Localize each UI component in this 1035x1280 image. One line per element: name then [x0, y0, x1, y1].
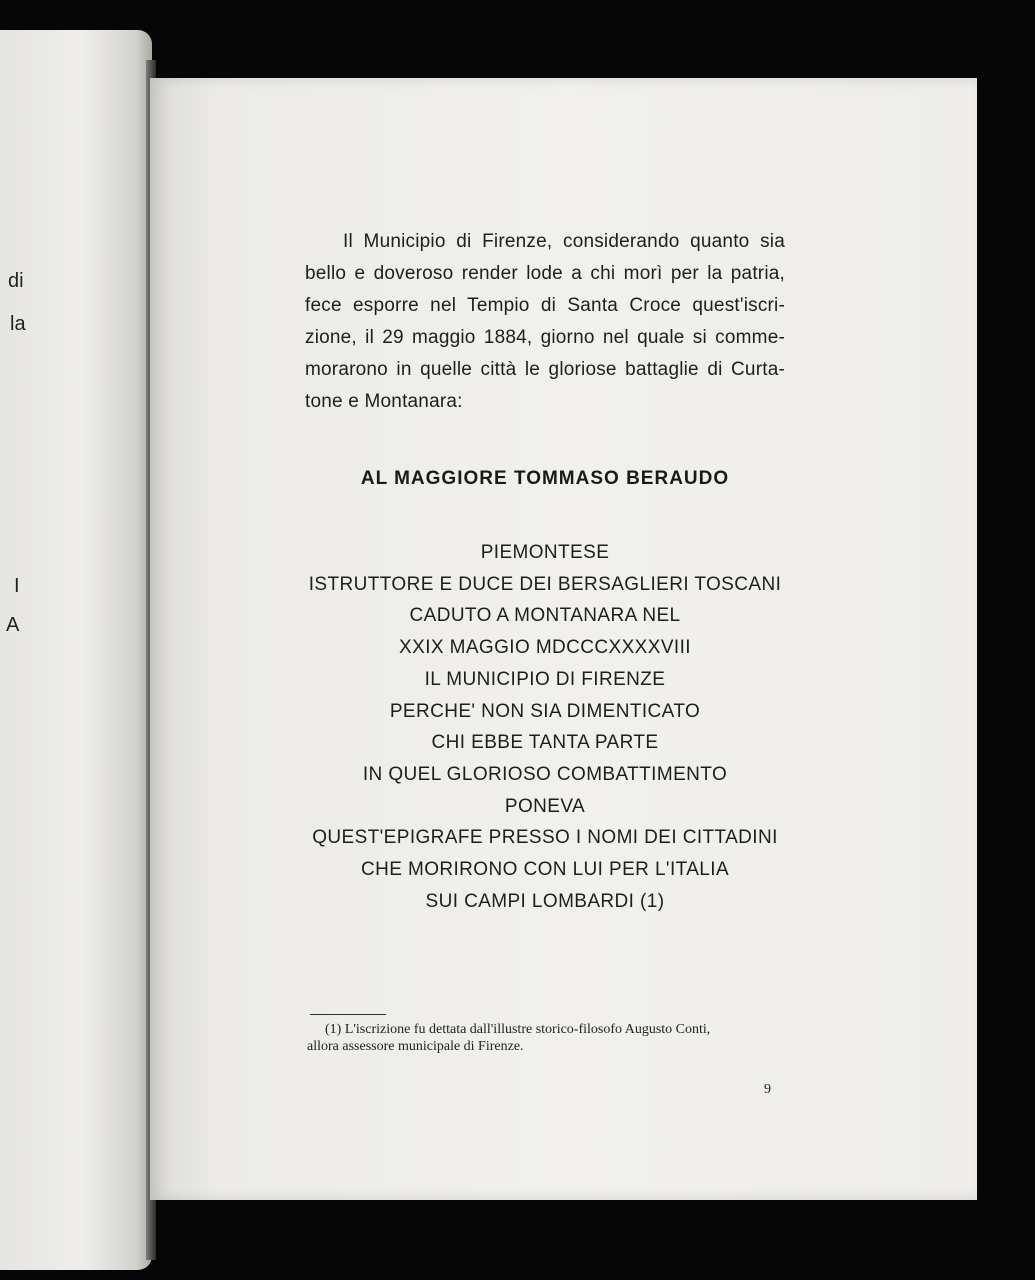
epigraph-line: CADUTO A MONTANARA NEL: [409, 605, 681, 627]
paragraph-line: tone e Montanara:: [305, 391, 463, 412]
epigraph-line: IL MUNICIPIO DI FIRENZE: [424, 668, 666, 690]
epigraph-line: PERCHE' NON SIA DIMENTICATO: [389, 700, 701, 722]
epigraph: [280, 537, 810, 917]
epigraph-line: PIEMONTESE: [480, 542, 610, 563]
dedication-heading: AL MAGGIORE TOMMASO BERAUDO: [360, 468, 730, 489]
epigraph-line: CHE MORIRONO CON LUI PER L'ITALIA: [360, 859, 730, 881]
paragraph-line: zione, il 29 maggio 1884, giorno nel quale si comme-: [305, 327, 785, 348]
epigraph-line: CHI EBBE TANTA PARTE: [431, 732, 659, 754]
epigraph-line: ISTRUTTORE E DUCE DEI BERSAGLIERI TOSCANI: [308, 573, 782, 595]
left-page-fragment: di: [8, 270, 24, 292]
left-page-fragment: A: [6, 614, 20, 636]
epigraph-line: QUEST'EPIGRAFE PRESSO I NOMI DEI CITTADINI: [312, 827, 778, 849]
footnote-divider: [310, 1014, 386, 1015]
footnote-line: allora assessore municipale di Firenze.: [307, 1039, 524, 1054]
epigraph-line: SUI CAMPI LOMBARDI (1): [425, 890, 665, 912]
paragraph-line: fece esporre nel Tempio di Santa Croce quest'iscri-: [305, 295, 785, 316]
epigraph-line: IN QUEL GLORIOSO COMBATTIMENTO: [362, 763, 728, 785]
epigraph-line: XXIX MAGGIO MDCCCXXXXVIII: [399, 637, 691, 659]
right-page: [150, 78, 977, 1200]
epigraph-line: PONEVA: [504, 795, 586, 817]
intro-paragraph: [305, 226, 785, 418]
paragraph-line: bello e doveroso render lode a chi morì per la patria,: [305, 263, 785, 284]
left-page-fragment: la: [10, 313, 26, 335]
footnote: [307, 1021, 777, 1055]
left-page: [0, 30, 152, 1270]
left-page-fragment: I: [14, 575, 20, 597]
footnote-line: (1) L'iscrizione fu dettata dall'illustre storico-filosofo Augusto Conti,: [325, 1022, 711, 1037]
paragraph-line: Il Municipio di Firenze, considerando quanto sia: [343, 231, 785, 252]
page-number: 9: [764, 1082, 771, 1097]
paragraph-line: morarono in quelle città le gloriose battaglie di Curta-: [305, 359, 785, 380]
